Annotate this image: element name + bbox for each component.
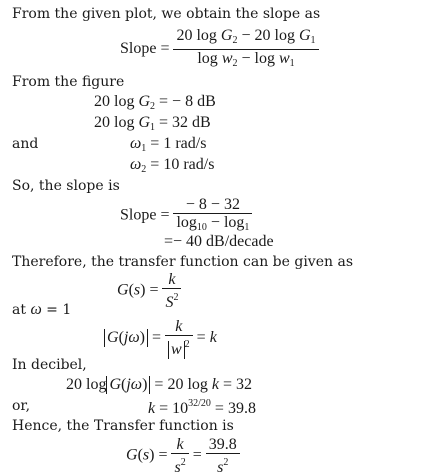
g1-equation: 20 $\log G_1 = 32$ dB [94, 114, 211, 133]
slope-formula: Slope = $\frac{20 \log G_2 - 20 \log G_1}{\log w_2 - \log w_1}$ [120, 27, 319, 72]
intro-text: From the given plot, we obtain the slope as [12, 6, 321, 22]
so-slope-text: So, the slope is [12, 178, 120, 194]
and-label: and [12, 136, 39, 152]
tf-final: G(s) = $\frac{k}{s^2}$ = $\frac{39.8}{s^2}$ [126, 436, 240, 476]
tf-first: G(s) = $\frac{k}{S^2}$ [117, 271, 181, 311]
g2-equation: 20 $\log G_2$ = − 8 dB [94, 93, 216, 112]
w2-equation: $\omega_2 = 10$ rad/s [130, 156, 215, 175]
slope-result: =− 40 dB/decade [164, 233, 274, 250]
from-figure-text: From the figure [12, 74, 125, 90]
at-omega-text: at ω = 1 [12, 301, 72, 318]
db-equation: 20 log G(jω) = 20 log k = 32 [66, 376, 253, 393]
slope-calc: Slope = $\frac{- 8 - 32}{\log_{10} - \log_1}$ [120, 196, 252, 236]
or-label: or, [12, 398, 31, 414]
magnitude-equation: G(jω) = $\frac{k}{w ^2}$ = k [104, 318, 217, 359]
w1-equation: $\omega_1 = 1$ rad/s [130, 135, 207, 154]
therefore-text: Therefore, the transfer function can be given as [12, 254, 353, 270]
hence-text: Hence, the Transfer function is [12, 418, 234, 434]
k-equation: $k = 10^{32/20} = 39.8$ [148, 398, 256, 417]
in-decibel-text: In decibel, [12, 357, 87, 373]
